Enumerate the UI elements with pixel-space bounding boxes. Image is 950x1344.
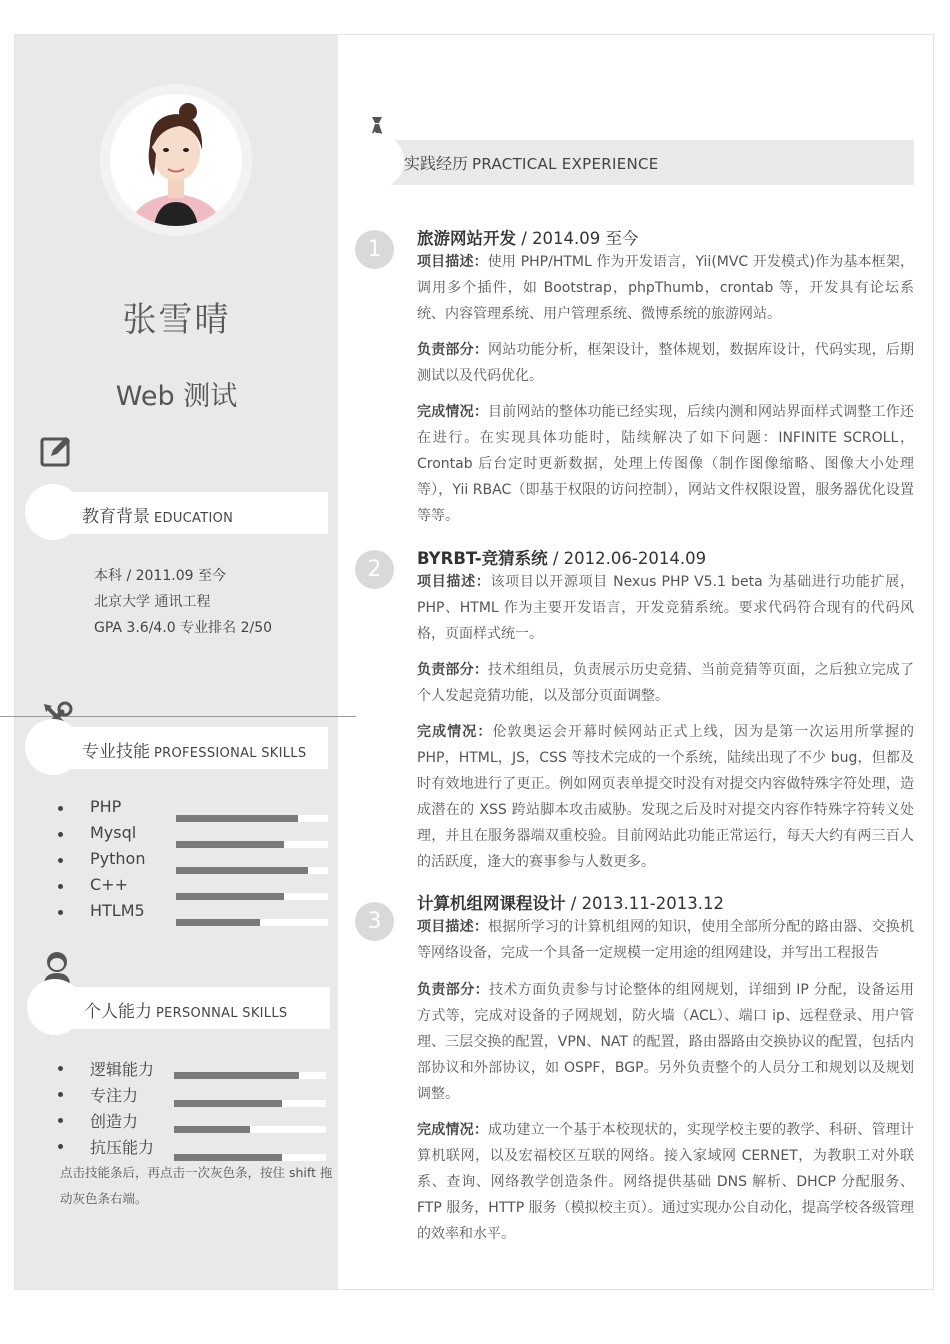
skill-bar-fill[interactable] (176, 815, 298, 822)
project-responsibility: 负责部分：技术组组员，负责展示历史竞猜、当前竞猜等页面，之后独立完成了个人发起竞猜功能，以及部分页面调整。 (417, 662, 915, 704)
project-title: 旅游网站开发 / 2014.09 至今 (417, 229, 639, 248)
education-degree: 本科 / 2011.09 至今 (94, 568, 226, 584)
avatar (110, 94, 242, 226)
bullet (58, 1144, 63, 1149)
education-school: 北京大学 通讯工程 (94, 594, 211, 610)
ability-name: 逻辑能力 (90, 1060, 155, 1079)
bullet (58, 1092, 63, 1097)
project-description: 项目描述：根据所学习的计算机组网的知识，使用全部所分配的路由器、交换机等网络设备，完成一个具备一定规模一定用途的组网建设，并写出工程报告 (417, 919, 915, 961)
ability-name: 创造力 (90, 1112, 139, 1131)
education-header-circle (25, 484, 81, 540)
skills-header-circle (25, 719, 81, 775)
skill-name: Mysql (90, 823, 137, 842)
bullet (58, 858, 63, 863)
ability-bar-fill[interactable] (174, 1072, 299, 1079)
personal-title: 个人能力 PERSONNAL SKILLS (84, 1002, 288, 1022)
skill-bar-track[interactable] (176, 815, 328, 822)
project-description: 项目描述：该项目以开源项目 Nexus PHP V5.1 beta 为基础进行功能扩展，PHP、HTML 作为主要开发语言，开发竞猜系统。要求代码符合现有的代码风格，页面样式统一。 (417, 574, 914, 642)
skill-bar-track[interactable] (176, 919, 328, 926)
project-status: 完成情况：成功建立一个基于本校现状的，实现学校主要的教学、科研、管理计算机联网，以及宏福校区互联的网络。接入家域网 CERNET，为教职工对外联系、查询、网络教学创造条件。网络提供基础 DNS 解析、DHCP 分配服务、FTP 服务，HTTP 服务（模拟校主页）。通过实现办公自动化，提高学校各级管理的效率和水平。 (417, 1122, 915, 1242)
bullet (58, 884, 63, 889)
education-title: 教育背景 EDUCATION (82, 507, 234, 527)
skills-title: 专业技能 PROFESSIONAL SKILLS (82, 742, 307, 762)
ability-bar-fill[interactable] (174, 1126, 250, 1133)
bullet (58, 806, 63, 811)
personal-header-circle (27, 979, 83, 1035)
ability-bar-track[interactable] (174, 1100, 326, 1107)
skill-name: PHP (90, 797, 122, 816)
edit-icon (40, 434, 72, 468)
job-title: Web 测试 (115, 381, 238, 412)
project-number: 1 (355, 230, 394, 269)
skill-bar-fill[interactable] (176, 841, 284, 848)
skill-bar-fill[interactable] (176, 893, 284, 900)
ability-bar-fill[interactable] (174, 1100, 282, 1107)
skill-name: C++ (90, 875, 128, 894)
project-title: BYRBT-竞猜系统 / 2012.06-2014.09 (417, 549, 707, 568)
skill-name: Python (90, 849, 146, 868)
education-gpa: GPA 3.6/4.0 专业排名 2/50 (94, 620, 273, 636)
name: 张雪晴 (122, 300, 231, 340)
project-status: 完成情况：目前网站的整体功能已经实现，后续内测和网站界面样式调整工作还在进行。在实现具体功能时，陆续解决了如下问题：INFINITE SCROLL，Crontab 后台定时更新数据，处理上传图像（制作图像缩略、图像大小处理等），Yii RBAC（即基于权限的访问控制），网站文件权限设置，服务器优化设置等等。 (417, 404, 915, 524)
project-number: 2 (355, 550, 394, 589)
skill-bar-hint: 点击技能条后，再点击一次灰色条，按住 shift 拖动灰色条右端。 (60, 1165, 333, 1206)
bullet (58, 910, 63, 915)
bullet (58, 1066, 63, 1071)
project-title: 计算机组网课程设计 / 2013.11-2013.12 (417, 894, 724, 913)
ability-name: 专注力 (90, 1086, 139, 1105)
experience-title: 实践经历 PRACTICAL EXPERIENCE (404, 154, 659, 173)
project-number: 3 (355, 902, 394, 941)
project-responsibility: 负责部分：网站功能分析，框架设计，整体规划，数据库设计，代码实现，后期测试以及代码优化。 (417, 342, 915, 384)
skill-bar-fill[interactable] (176, 867, 308, 874)
ability-bar-track[interactable] (174, 1126, 326, 1133)
project-responsibility: 负责部分：技术方面负责参与讨论整体的组网规划，详细到 IP 分配，设备运用方式等，完成对设备的子网规划，防火墙（ACL）、端口 ip、远程登录、用户管理、三层交换的配置，VPN、NAT 的配置，路由器路由交换协议的配置，包括内部协议和外部协议，如 OSPF，BGP。另外负责整个的人员分工和规划以及规划调整。 (417, 982, 914, 1102)
bullet (58, 1118, 63, 1123)
skill-bar-track[interactable] (176, 867, 328, 874)
ability-bar-track[interactable] (174, 1072, 326, 1079)
bullet (58, 832, 63, 837)
skill-bar-track[interactable] (176, 893, 328, 900)
ability-name: 抗压能力 (90, 1138, 155, 1157)
experience-header-circle (348, 133, 404, 189)
skill-name: HTLM5 (90, 901, 145, 920)
project-status: 完成情况：伦敦奥运会开幕时候网站正式上线，因为是第一次运用所掌握的 PHP，HTML，JS，CSS 等技术完成的一个系统，陆续出现了不少 bug，但都及时有效地进行了更正。例如网页表单提交时没有对提交内容做特殊字符处理，造成潜在的 XSS 跨站脚本攻击威胁。发现之后及时对提交内容作特殊字符转义处理，并且在服务器端双重校验。目前网站此功能正常运行，每天大约有两三百人的活跃度，逢大的赛事参与人数更多。 (417, 724, 914, 870)
skill-bar-track[interactable] (176, 841, 328, 848)
skill-bar-fill[interactable] (176, 919, 260, 926)
project-description: 项目描述：使用 PHP/HTML 作为开发语言，Yii(MVC 开发模式)作为基本框架，调用多个插件，如 Bootstrap，phpThumb，crontab 等，开发具有论坛系统、内容管理系统、用户管理系统、微博系统的旅游网站。 (417, 254, 914, 322)
